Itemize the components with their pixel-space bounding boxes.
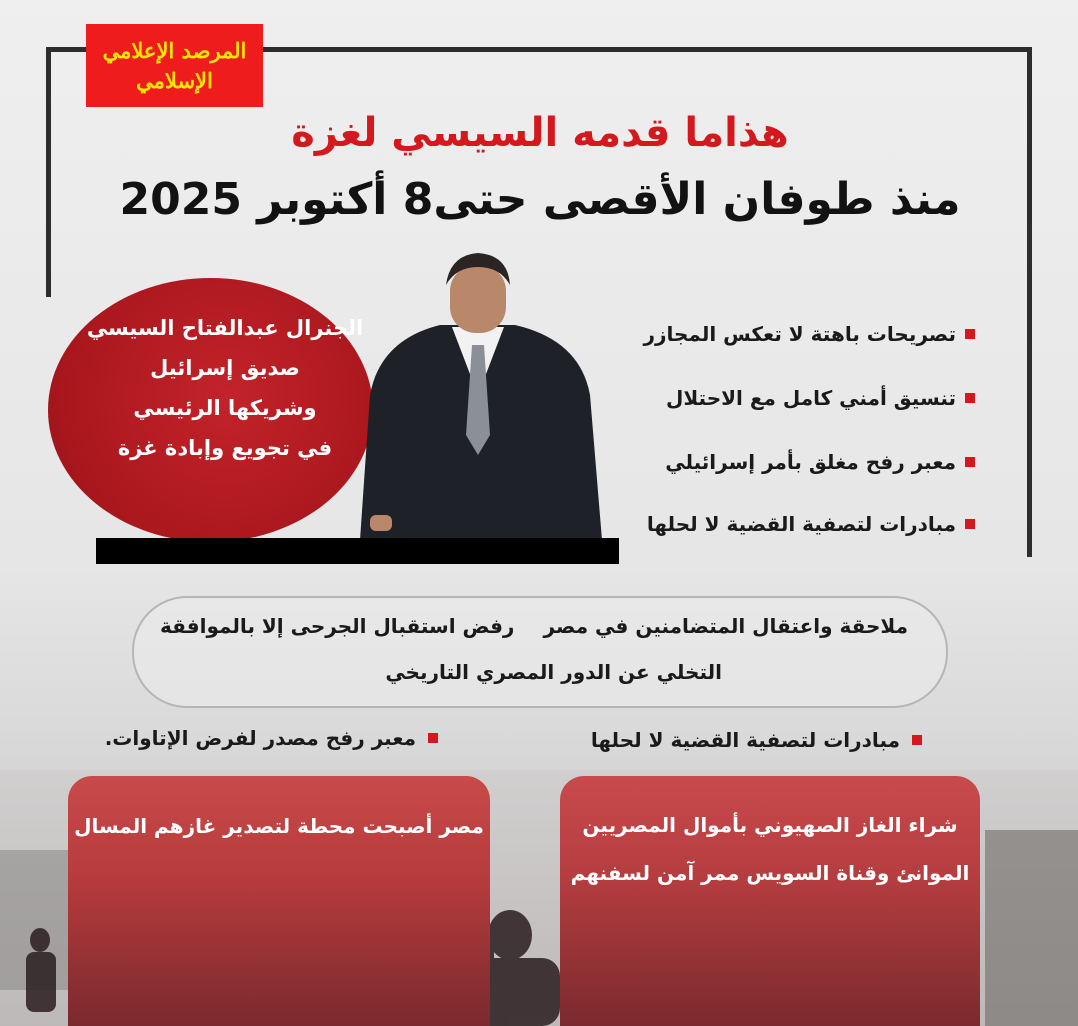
list-item [665, 450, 975, 474]
list-item-text: معبر رفح مغلق بأمر إسرائيلي [665, 450, 956, 474]
list-item [105, 726, 438, 750]
black-redaction-bar [96, 538, 619, 564]
list-item-text: تصريحات باهتة لا تعكس المجازر [643, 322, 956, 346]
red-square-bullet-icon [965, 519, 975, 529]
frame-left-border [46, 47, 51, 297]
list-item-text: مبادرات لتصفية القضية لا لحلها [646, 512, 956, 536]
list-item [647, 512, 975, 536]
red-square-bullet-icon [965, 457, 975, 467]
headline-title: هذاما قدمه السيسي لغزة [291, 110, 789, 156]
circle-caption [75, 308, 375, 468]
panel-right-line1: شراء الغاز الصهيوني بأموال المصريين [582, 813, 958, 837]
pill-item-left: رفض استقبال الجرحى إلا بالموافقة [160, 614, 515, 638]
panel-left-text: مصر أصبحت محطة لتصدير غازهم المسال [74, 814, 484, 838]
circle-line: في تجويع وإبادة غزة [117, 436, 333, 460]
list-item [666, 386, 975, 410]
circle-line: الجنرال عبدالفتاح السيسي [86, 316, 364, 340]
circle-line: صديق إسرائيل [150, 356, 300, 380]
media-observatory-logo [86, 24, 263, 107]
circle-line: وشريكها الرئيسي [133, 396, 317, 420]
list-item-text: تنسيق أمني كامل مع الاحتلال [666, 386, 956, 410]
frame-right-border [1027, 47, 1032, 557]
gas-export-panel [68, 776, 490, 1026]
pill-item-center: التخلي عن الدور المصري التاريخي [385, 660, 722, 684]
list-item-text: معبر رفح مصدر لفرض الإتاوات. [104, 726, 416, 750]
list-item-text: مبادرات لتصفية القضية لا لحلها [590, 728, 900, 752]
list-item [591, 728, 922, 752]
list-item [643, 322, 975, 346]
red-square-bullet-icon [912, 735, 922, 745]
logo-line-2: الإسلامي [136, 67, 213, 93]
panel-right-line2: الموانئ وقناة السويس ممر آمن لسفنهم [570, 861, 970, 885]
red-square-bullet-icon [965, 393, 975, 403]
headline-subtitle: منذ طوفان الأقصى حتى8 أكتوبر 2025 [119, 174, 961, 225]
gas-purchase-panel [560, 776, 980, 1026]
red-square-bullet-icon [428, 733, 438, 743]
logo-line-1: المرصد الإعلامي [102, 37, 247, 63]
portrait-photo [340, 245, 615, 540]
red-square-bullet-icon [965, 329, 975, 339]
rounded-info-box [132, 596, 948, 708]
pill-item-right: ملاحقة واعتقال المتضامنين في مصر [543, 614, 908, 638]
